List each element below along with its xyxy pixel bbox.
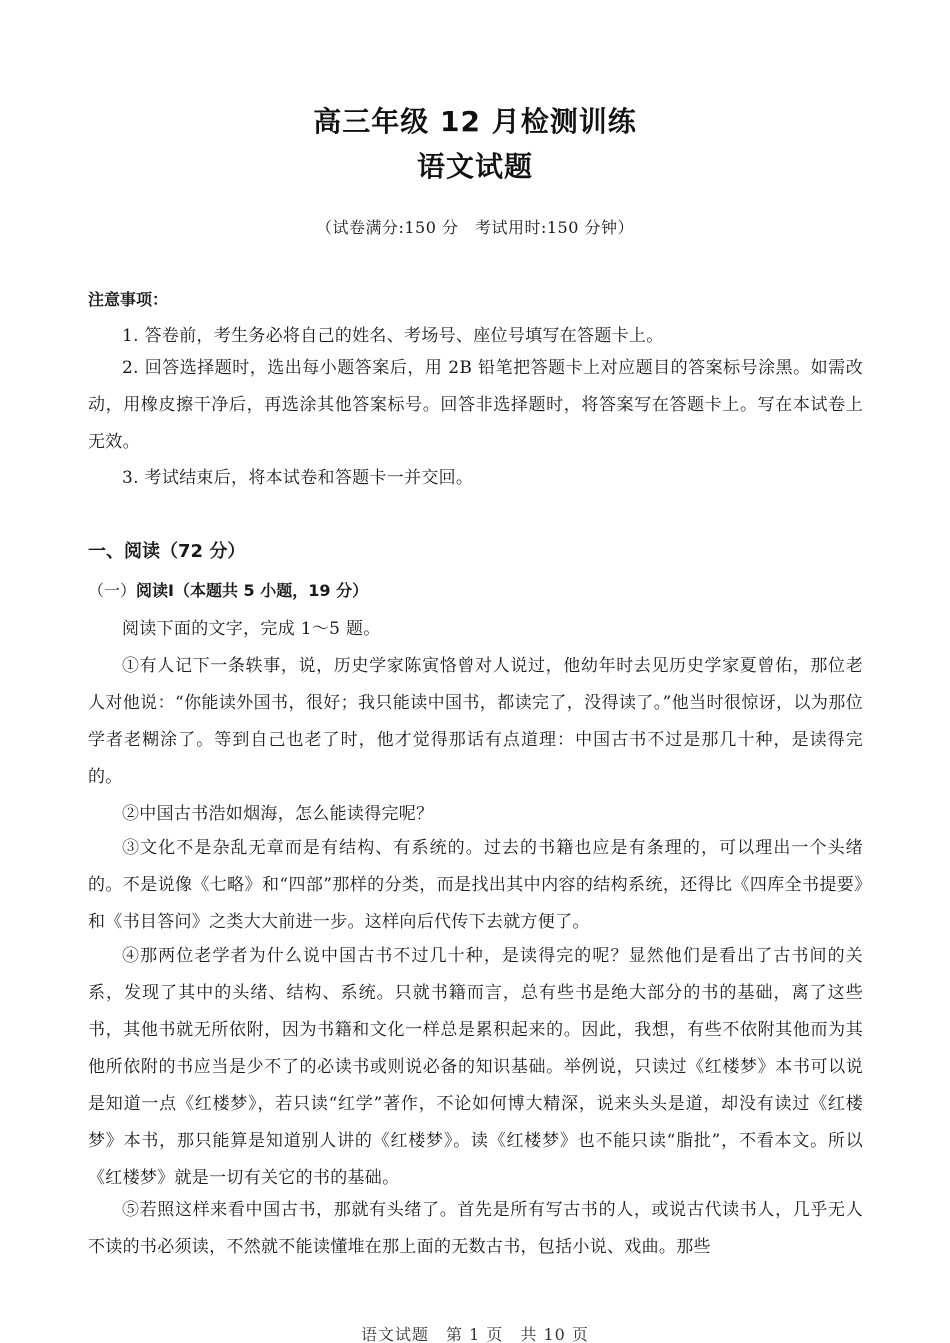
- subsection-title: 阅读Ⅰ（本题共 5 小题，19 分）: [136, 581, 369, 600]
- page-footer: 语文试题 第 1 页 共 10 页: [361, 1325, 589, 1343]
- notice-heading: 注意事项：: [88, 290, 169, 309]
- subsection-prefix: （一）: [88, 581, 137, 600]
- exam-subject-title: 语文试题: [416, 150, 533, 183]
- reading-paragraph-2: ②中国古书浩如烟海，怎么能读得完呢？: [122, 804, 434, 824]
- reading-paragraph-1: ①有人记下一条轶事，说，历史学家陈寅恪曾对人说过，他幼年时去见历史学家夏曾佑，那位老人对他说：“你能读外国书，很好；我只能读中国书，都读完了，没得读了。”他当时很惊讶，以为那位学者老糊涂了。等到自己也老了时，他才觉得那话有点道理：中国古书不过是那几十种，是读得完的。: [88, 656, 863, 787]
- notice-item-3: 3. 考试结束后，将本试卷和答题卡一并交回。: [122, 468, 474, 488]
- notice-item-1: 1. 答卷前，考生务必将自己的姓名、考场号、座位号填写在答题卡上。: [122, 326, 664, 346]
- notice-item-2: 2. 回答选择题时，选出每小题答案后，用 2B 铅笔把答题卡上对应题目的答案标号涂黑。如需改动，用橡皮擦干净后，再选涂其他答案标号。回答非选择题时，将答案写在答题卡上。写在本试卷上无效。: [88, 358, 863, 452]
- reading-paragraph-3: ③文化不是杂乱无章而是有结构、有系统的。过去的书籍也应是有条理的，可以理出一个头绪的。不是说像《七略》和“四部”那样的分类，而是找出其中内容的结构系统，还得比《四库全书提要》和《书目答问》之类大大前进一步。这样向后代传下去就方便了。: [88, 838, 863, 932]
- reading-paragraph-4: ④那两位老学者为什么说中国古书不过几十种，是读得完的呢？显然他们是看出了古书间的关系，发现了其中的头绪、结构、系统。只就书籍而言，总有些书是绝大部分的书的基础，离了这些书，其他书就无所依附，因为书籍和文化一样总是累积起来的。因此，我想，有些不依附其他而为其他所依附的书应当是少不了的必读书或则说必备的知识基础。举例说，只读过《红楼梦》本书可以说是知道一点《红楼梦》，若只读“红学”著作，不论如何博大精深，说来头头是道，却没有读过《红楼梦》本书，那只能算是知道别人讲的《红楼梦》。读《红楼梦》也不能只读“脂批”，不看本文。所以《红楼梦》就是一切有关它的书的基础。: [88, 946, 863, 1188]
- section-heading: 一、阅读（72 分）: [88, 541, 246, 562]
- reading-paragraph-5: ⑤若照这样来看中国古书，那就有头绪了。首先是所有写古书的人，或说古代读书人，几乎无人不读的书必须读，不然就不能读懂堆在那上面的无数古书，包括小说、戏曲。那些: [88, 1200, 863, 1257]
- exam-info: （试卷满分:150 分 考试用时:150 分钟）: [315, 218, 635, 237]
- subsection-heading: [88, 578, 368, 601]
- reading-instruction: 阅读下面的文字，完成 1～5 题。: [122, 619, 381, 639]
- exam-title: 高三年级 12 月检测训练: [313, 105, 637, 138]
